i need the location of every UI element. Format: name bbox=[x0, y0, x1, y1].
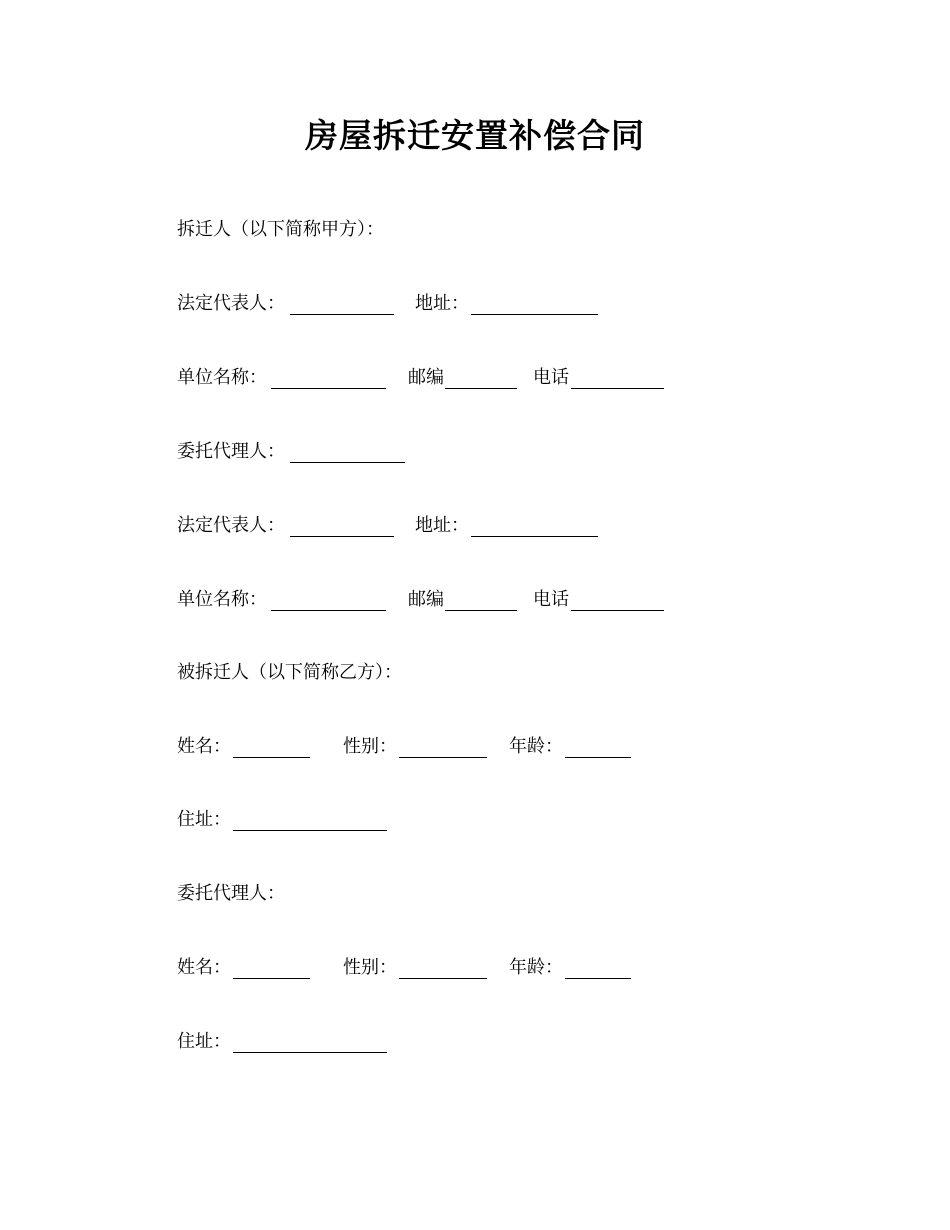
agent-address-blank[interactable] bbox=[471, 536, 598, 537]
agent-postcode-blank[interactable] bbox=[445, 610, 517, 611]
agent-gender-blank[interactable] bbox=[399, 978, 487, 979]
agent-name-label: 姓名： bbox=[177, 957, 231, 978]
party-a-unit-row bbox=[177, 366, 777, 390]
party-b-residence-row bbox=[177, 808, 777, 832]
gender-blank[interactable] bbox=[399, 757, 487, 758]
agent-residence-blank[interactable] bbox=[233, 1052, 387, 1053]
phone-label: 电话 bbox=[533, 367, 569, 388]
phone-blank[interactable] bbox=[571, 388, 664, 389]
party-a-agent-row bbox=[177, 440, 777, 464]
unit-name-label: 单位名称： bbox=[177, 367, 267, 388]
legal-rep-blank[interactable] bbox=[290, 314, 394, 315]
party-b-heading: 被拆迁人（以下简称乙方）： bbox=[177, 662, 402, 683]
party-a-heading: 拆迁人（以下简称甲方）： bbox=[177, 219, 384, 240]
agent-residence-label: 住址： bbox=[177, 1031, 231, 1052]
unit-name-blank[interactable] bbox=[271, 388, 386, 389]
age-blank[interactable] bbox=[565, 757, 631, 758]
address-blank[interactable] bbox=[471, 314, 598, 315]
agent-phone-label: 电话 bbox=[533, 589, 569, 610]
agent-unit-name-label: 单位名称： bbox=[177, 589, 267, 610]
agent-label: 委托代理人： bbox=[177, 441, 285, 462]
residence-blank[interactable] bbox=[233, 830, 387, 831]
agent-address-label: 地址： bbox=[415, 515, 469, 536]
name-blank[interactable] bbox=[233, 757, 310, 758]
agent-age-blank[interactable] bbox=[565, 978, 631, 979]
party-b-agent-label: 委托代理人： bbox=[177, 883, 285, 904]
party-a-legal-rep-row bbox=[177, 292, 777, 316]
name-label: 姓名： bbox=[177, 736, 231, 757]
agent-legal-rep-blank[interactable] bbox=[290, 536, 394, 537]
address-label: 地址： bbox=[415, 293, 469, 314]
postcode-blank[interactable] bbox=[445, 388, 517, 389]
agent-postcode-label: 邮编 bbox=[408, 589, 444, 610]
agent-legal-rep-label: 法定代表人： bbox=[177, 515, 285, 536]
party-a-agent-legal-rep-row bbox=[177, 514, 777, 538]
gender-label: 性别： bbox=[343, 736, 397, 757]
legal-rep-label: 法定代表人： bbox=[177, 293, 285, 314]
document-title: 房屋拆迁安置补偿合同 bbox=[305, 116, 645, 155]
agent-phone-blank[interactable] bbox=[571, 610, 664, 611]
agent-blank[interactable] bbox=[290, 462, 405, 463]
agent-age-label: 年龄： bbox=[509, 957, 563, 978]
party-b-personal-row bbox=[177, 735, 777, 759]
agent-name-blank[interactable] bbox=[233, 978, 310, 979]
age-label: 年龄： bbox=[509, 736, 563, 757]
agent-gender-label: 性别： bbox=[343, 957, 397, 978]
party-b-agent-personal-row bbox=[177, 956, 777, 980]
postcode-label: 邮编 bbox=[408, 367, 444, 388]
party-b-agent-residence-row bbox=[177, 1030, 777, 1054]
party-a-agent-unit-row bbox=[177, 588, 777, 612]
agent-unit-name-blank[interactable] bbox=[271, 610, 386, 611]
residence-label: 住址： bbox=[177, 809, 231, 830]
